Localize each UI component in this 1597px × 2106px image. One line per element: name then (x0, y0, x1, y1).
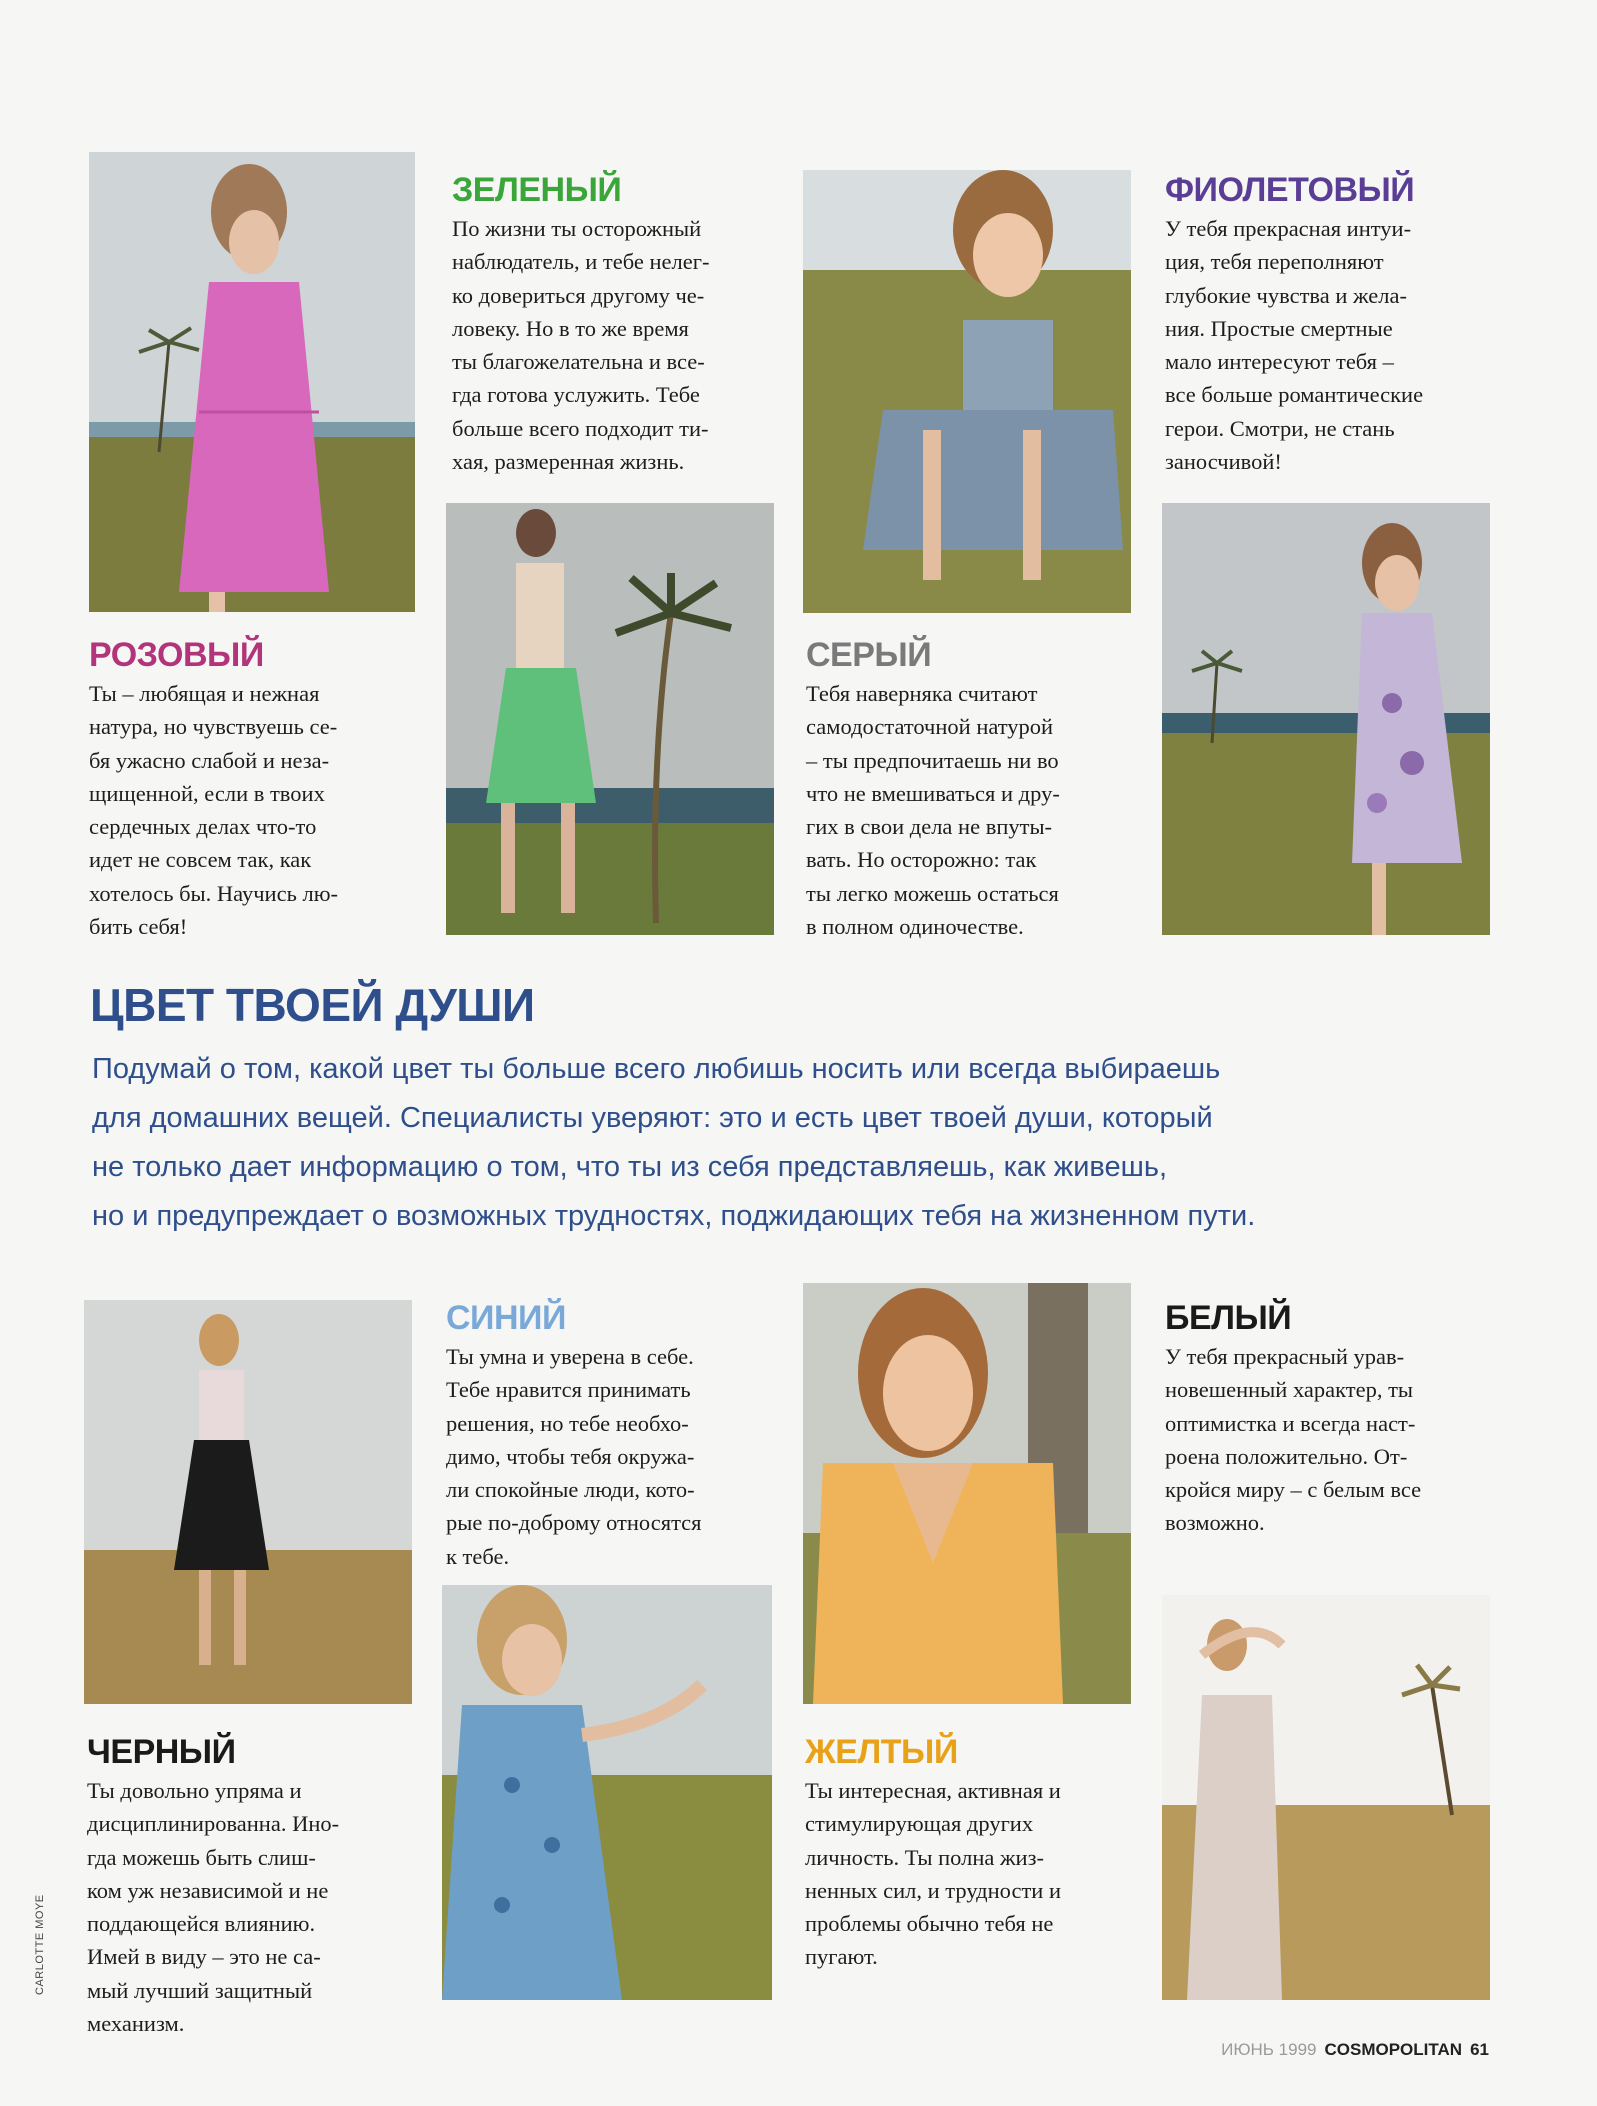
section-green-text: По жизни ты осторожный наблюдатель, и тебе нелег- ко довериться другому че- ловеку. Но в то же время ты благожелательна и все- гда готова услужить. Тебе больше всего подходит ти- хая, размеренная жизнь. (452, 216, 710, 475)
section-blue-text: Ты умна и уверена в себе. Тебе нравится принимать решения, но тебе необхо- димо, чтобы тебя окружа- ли спокойные люди, кото- рые по-доброму относятся к тебе. (446, 1344, 702, 1569)
photo-blue-dress (442, 1585, 772, 2000)
section-gray-text: Тебя наверняка считают самодостаточной натурой – ты предпочитаешь ни во что не вмешиваться и дру- гих в свои дела не впуты- вать. Но осторожно: так ты легко можешь остаться в полном одиночестве. (806, 681, 1060, 940)
section-green (452, 170, 782, 478)
section-gray (806, 635, 1146, 943)
photo-green-skirt (446, 503, 774, 935)
photo-white-dress (1162, 1595, 1490, 2000)
section-black-title: ЧЕРНЫЙ (87, 1733, 236, 1771)
intro-paragraph: Подумай о том, какой цвет ты больше всего любишь носить или всегда выбираешь для домашних вещей. Специалисты уверяют: это и есть цвет твоей души, который не только дает информацию о том, что ты из себя представляешь, как живешь, но и предупреждает о возможных трудностях, поджидающих тебя на жизненном пути. (92, 1053, 1256, 1232)
section-black (87, 1732, 427, 2040)
section-yellow-text: Ты интересная, активная и стимулирующая других личность. Ты полна жиз- ненных сил, и трудности и проблемы обычно тебя не пугают. (805, 1778, 1061, 1970)
section-pink (89, 635, 429, 943)
page-title: ЦВЕТ ТВОЕЙ ДУШИ (90, 979, 535, 1031)
section-white (1165, 1298, 1505, 1540)
footer-date: ИЮНЬ 1999 (1221, 2040, 1317, 2059)
page-number: 61 (1470, 2040, 1489, 2059)
section-pink-title: РОЗОВЫЙ (89, 636, 264, 674)
photo-yellow-blouse (803, 1283, 1131, 1704)
photo-gray-dress (803, 170, 1131, 613)
section-black-text: Ты довольно упряма и дисциплинированна. Ино- гда можешь быть слиш- ком уж независимой и не поддающейся влиянию. Имей в виду – это не са- мый лучший защитный механизм. (87, 1778, 340, 2037)
section-green-title: ЗЕЛЕНЫЙ (452, 171, 622, 209)
footer-magazine: COSMOPOLITAN (1324, 2040, 1463, 2059)
photo-black-skirt (84, 1300, 412, 1704)
section-gray-title: СЕРЫЙ (806, 636, 932, 674)
photo-pink-dress (89, 152, 415, 612)
section-yellow-title: ЖЕЛТЫЙ (805, 1733, 958, 1771)
section-violet (1165, 170, 1495, 478)
photo-violet-dress (1162, 503, 1490, 935)
photo-credit: CARLOTTE MOYE (34, 1894, 46, 1995)
section-yellow (805, 1732, 1145, 1974)
section-pink-text: Ты – любящая и нежная натура, но чувствуешь се- бя ужасно слабой и неза- щищенной, если в твоих сердечных делах что-то идет не совсем так, как хотелось бы. Научись лю- бить себя! (89, 681, 338, 940)
section-violet-title: ФИОЛЕТОВЫЙ (1165, 171, 1415, 209)
section-violet-text: У тебя прекрасная интуи- ция, тебя переполняют глубокие чувства и жела- ния. Простые смертные мало интересуют тебя – все больше романтические герои. Смотри, не стань заносчивой! (1165, 216, 1424, 475)
section-blue (446, 1298, 786, 1573)
section-white-title: БЕЛЫЙ (1165, 1299, 1292, 1337)
page-footer (1221, 2040, 1489, 2060)
section-white-text: У тебя прекрасный урав- новешенный характер, ты оптимистка и всегда наст- роена положительно. От- кройся миру – с белым все возможно. (1165, 1344, 1422, 1536)
section-blue-title: СИНИЙ (446, 1299, 566, 1337)
